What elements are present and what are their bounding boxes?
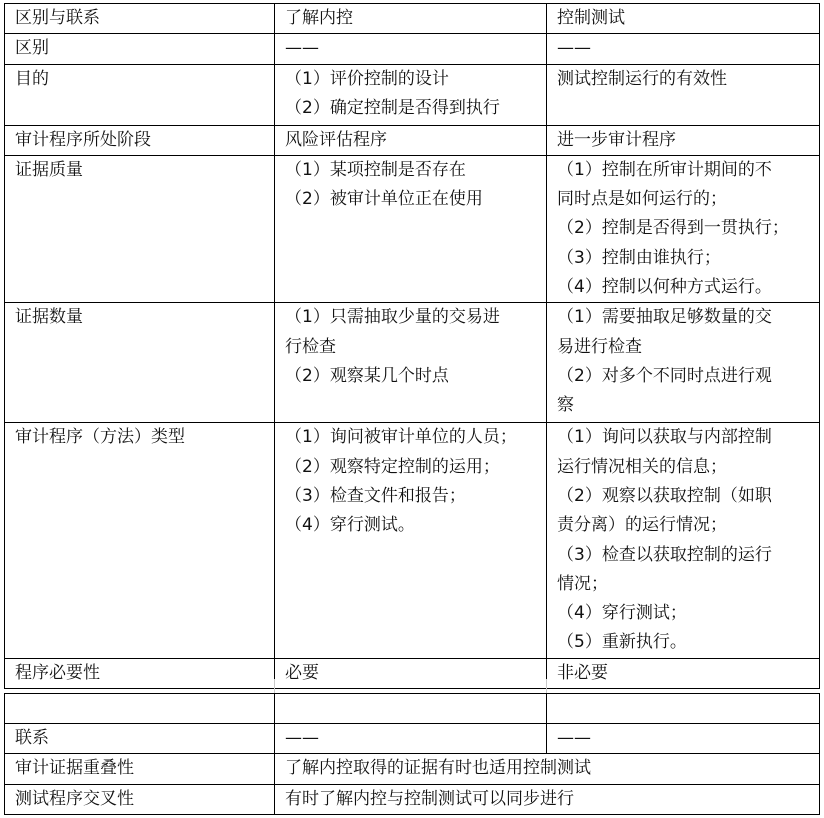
cell-line: （4）穿行测试；: [557, 603, 687, 624]
header-cell: 控制测试: [547, 4, 820, 34]
gap-divider: [274, 679, 275, 693]
cell-line: 行检查: [285, 336, 336, 357]
cell-line: 非必要: [557, 662, 608, 683]
gap-divider: [546, 679, 547, 693]
cell-test: [547, 64, 820, 125]
cell-line: （1）只需抽取少量的交易进: [285, 307, 500, 328]
cell-understand: [275, 34, 547, 64]
cell-line: ——: [557, 38, 591, 59]
cell-line: （2）被审计单位正在使用: [285, 189, 483, 210]
cell-line: （2）观察以获取控制（如职: [557, 485, 772, 506]
row-label: [5, 303, 275, 423]
blank-cell: [5, 694, 275, 724]
cell-line: （2）对多个不同时点进行观: [557, 365, 772, 386]
cell-line: （2）控制是否得到一贯执行；: [557, 218, 789, 239]
cell-line: 风险评估程序: [285, 129, 387, 150]
row-label: [5, 64, 275, 125]
cell-test: [547, 423, 820, 658]
cell-line: （2）观察某几个时点: [285, 365, 449, 386]
row-label: 测试程序交叉性: [5, 784, 275, 814]
cell-line: （1）某项控制是否存在: [285, 159, 466, 180]
cell-test: [547, 125, 820, 155]
cell-line: 证据数量: [15, 307, 83, 328]
row-label: [5, 155, 275, 302]
cell-line: （4）穿行测试。: [285, 515, 415, 536]
table-row: [5, 754, 820, 784]
cell-line: （2）确定控制是否得到执行: [285, 97, 500, 118]
cell-line: （1）评价控制的设计: [285, 68, 449, 89]
cell-understand: ——: [275, 724, 547, 754]
cell-understand: [275, 125, 547, 155]
cell-line: 必要: [285, 662, 319, 683]
header-cell: 区别与联系: [5, 4, 275, 34]
row-label: 审计证据重叠性: [5, 754, 275, 784]
table-row: [5, 303, 820, 423]
cell-line: （1）询问被审计单位的人员；: [285, 427, 517, 448]
cell-line: （3）检查文件和报告；: [285, 485, 466, 506]
cell-understand: [275, 155, 547, 302]
row-label: [5, 423, 275, 658]
cell-understand: [275, 423, 547, 658]
cell-line: （5）重新执行。: [557, 632, 687, 653]
row-label: 联系: [5, 724, 275, 754]
cell-test: [547, 34, 820, 64]
cell-line: 区别: [15, 38, 49, 59]
relation-table: [4, 693, 820, 815]
cell-test: ——: [547, 724, 820, 754]
merged-cell: 了解内控取得的证据有时也适用控制测试: [275, 754, 820, 784]
cell-line: 运行情况相关的信息；: [557, 456, 727, 477]
comparison-table: [4, 3, 820, 689]
blank-row: [5, 694, 820, 724]
row-label: [5, 34, 275, 64]
cell-line: 同时点是如何运行的；: [557, 189, 727, 210]
cell-line: 责分离）的运行情况；: [557, 515, 727, 536]
row-label: [5, 125, 275, 155]
table-row: [5, 34, 820, 64]
cell-line: （2）观察特定控制的运用；: [285, 456, 500, 477]
cell-understand: [275, 303, 547, 423]
header-cell: 了解内控: [275, 4, 547, 34]
cell-line: （1）需要抽取足够数量的交: [557, 307, 772, 328]
cell-line: （1）控制在所审计期间的不: [557, 159, 772, 180]
cell-line: 易进行检查: [557, 336, 642, 357]
cell-line: （1）询问以获取与内部控制: [557, 427, 772, 448]
table-row: [5, 155, 820, 302]
cell-line: 审计程序（方法）类型: [15, 427, 185, 448]
table-row: [5, 423, 820, 658]
cell-test: [547, 303, 820, 423]
cell-line: 情况；: [557, 573, 608, 594]
cell-understand: [275, 64, 547, 125]
header-row: [5, 4, 820, 34]
cell-line: 程序必要性: [15, 662, 100, 683]
cell-line: 审计程序所处阶段: [15, 129, 151, 150]
table-row: [5, 724, 820, 754]
table-gap: [4, 679, 819, 693]
cell-line: （3）控制由谁执行；: [557, 247, 721, 268]
merged-cell: 有时了解内控与控制测试可以同步进行: [275, 784, 820, 814]
cell-line: 目的: [15, 68, 49, 89]
cell-line: 察: [557, 395, 574, 416]
table-row: [5, 784, 820, 814]
table-row: [5, 125, 820, 155]
cell-test: [547, 155, 820, 302]
cell-line: ——: [285, 38, 319, 59]
cell-line: 证据质量: [15, 159, 83, 180]
blank-cell: [275, 694, 547, 724]
cell-line: （4）控制以何种方式运行。: [557, 277, 772, 298]
cell-line: 进一步审计程序: [557, 129, 676, 150]
cell-line: （3）检查以获取控制的运行: [557, 544, 772, 565]
cell-line: 测试控制运行的有效性: [557, 68, 727, 89]
blank-cell: [547, 694, 820, 724]
table-row: [5, 64, 820, 125]
